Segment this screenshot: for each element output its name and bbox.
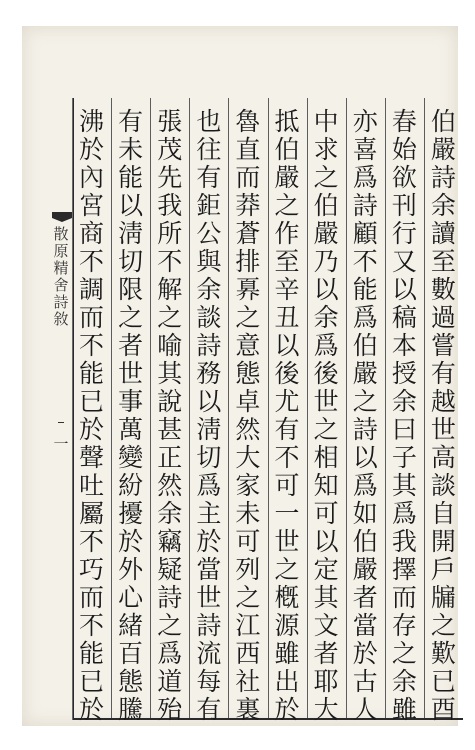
text-character: 爲 xyxy=(352,163,378,192)
text-character: 之 xyxy=(235,303,261,332)
text-character: 甚 xyxy=(157,415,183,444)
text-character: 古 xyxy=(352,667,378,696)
text-character: 不 xyxy=(79,247,105,276)
text-character: 萬 xyxy=(118,415,144,444)
text-character: 於 xyxy=(196,527,222,556)
text-character: 伯 xyxy=(352,331,378,360)
text-character: 伯 xyxy=(274,135,300,164)
text-character: 開 xyxy=(430,527,456,556)
text-character: 疑 xyxy=(157,555,183,584)
text-character: 緒 xyxy=(118,611,144,640)
text-character: 源 xyxy=(274,611,300,640)
text-character: 以 xyxy=(313,275,339,304)
text-character: 之 xyxy=(274,191,300,220)
text-character: 已 xyxy=(430,667,456,696)
text-character: 以 xyxy=(391,275,417,304)
text-character: 騰 xyxy=(118,695,144,724)
text-character: 嚴 xyxy=(430,135,456,164)
text-character: 大 xyxy=(313,695,339,724)
text-character: 列 xyxy=(235,555,261,584)
text-character: 可 xyxy=(274,471,300,500)
text-character: 談 xyxy=(196,303,222,332)
text-character: 有 xyxy=(118,107,144,136)
gutter-character: 散 xyxy=(53,225,69,243)
text-column xyxy=(386,107,422,724)
text-character: 道 xyxy=(157,667,183,696)
text-character: 家 xyxy=(235,471,261,500)
text-character: 嚴 xyxy=(274,163,300,192)
text-character: 往 xyxy=(196,135,222,164)
text-column xyxy=(230,107,266,724)
text-character: 伯 xyxy=(313,191,339,220)
text-character: 擇 xyxy=(391,555,417,584)
text-character: 後 xyxy=(274,359,300,388)
text-character: 本 xyxy=(391,331,417,360)
text-character: 戶 xyxy=(430,555,456,584)
text-character: 之 xyxy=(157,303,183,332)
text-character: 爲 xyxy=(157,639,183,668)
text-character: 定 xyxy=(313,555,339,584)
text-character: 直 xyxy=(235,135,261,164)
text-column xyxy=(113,107,149,724)
text-character: 自 xyxy=(430,499,456,528)
text-character: 然 xyxy=(157,471,183,500)
text-character: 越 xyxy=(430,387,456,416)
text-character: 茂 xyxy=(157,135,183,164)
text-character: 說 xyxy=(157,387,183,416)
text-character: 其 xyxy=(391,471,417,500)
text-character: 其 xyxy=(313,583,339,612)
text-character: 巧 xyxy=(79,555,105,584)
text-character: 行 xyxy=(391,219,417,248)
text-character: 牖 xyxy=(430,583,456,612)
text-character: 世 xyxy=(313,387,339,416)
text-character: 紛 xyxy=(118,471,144,500)
text-character: 奡 xyxy=(235,275,261,304)
text-character: 爲 xyxy=(313,331,339,360)
text-character: 裏 xyxy=(235,695,261,724)
text-character: 正 xyxy=(157,443,183,472)
text-character: 高 xyxy=(430,443,456,472)
text-character: 解 xyxy=(157,275,183,304)
text-character: 當 xyxy=(196,555,222,584)
text-character: 抵 xyxy=(274,107,300,136)
text-character: 刊 xyxy=(391,191,417,220)
text-character: 於 xyxy=(79,415,105,444)
text-character: 心 xyxy=(118,583,144,612)
text-character: 以 xyxy=(274,331,300,360)
text-column xyxy=(347,107,383,724)
text-character: 張 xyxy=(157,107,183,136)
text-character: 公 xyxy=(196,219,222,248)
gutter-character: 舍 xyxy=(53,276,69,294)
text-character: 人 xyxy=(352,695,378,724)
text-character: 之 xyxy=(430,611,456,640)
text-character: 至 xyxy=(274,247,300,276)
text-character: 文 xyxy=(313,611,339,640)
text-character: 而 xyxy=(79,303,105,332)
text-character: 所 xyxy=(157,219,183,248)
text-character: 能 xyxy=(118,163,144,192)
text-character: 余 xyxy=(391,387,417,416)
text-character: 之 xyxy=(313,163,339,192)
text-character: 余 xyxy=(313,303,339,332)
text-character: 有 xyxy=(430,359,456,388)
text-character: 之 xyxy=(235,583,261,612)
text-column xyxy=(152,107,188,724)
text-character: 余 xyxy=(196,275,222,304)
text-character: 稿 xyxy=(391,303,417,332)
text-character: 又 xyxy=(391,247,417,276)
gutter-title xyxy=(52,226,70,328)
text-character: 至 xyxy=(430,247,456,276)
text-column xyxy=(425,107,461,724)
text-character: 談 xyxy=(430,471,456,500)
text-character: 者 xyxy=(313,639,339,668)
text-character: 而 xyxy=(235,163,261,192)
text-character: 態 xyxy=(235,359,261,388)
text-character: 顧 xyxy=(352,219,378,248)
text-character: 以 xyxy=(118,191,144,220)
text-character: 擾 xyxy=(118,499,144,528)
text-character: 淸 xyxy=(196,415,222,444)
text-character: 嚴 xyxy=(352,555,378,584)
text-character: 歎 xyxy=(430,639,456,668)
text-character: 有 xyxy=(196,163,222,192)
text-character: 世 xyxy=(196,583,222,612)
gutter-character: 精 xyxy=(53,259,69,277)
text-character: 蒼 xyxy=(235,219,261,248)
text-character: 欲 xyxy=(391,163,417,192)
gutter-character: 詩 xyxy=(53,293,69,311)
text-character: 世 xyxy=(430,415,456,444)
text-character: 卓 xyxy=(235,387,261,416)
text-character: 以 xyxy=(313,527,339,556)
text-character: 事 xyxy=(118,387,144,416)
text-character: 我 xyxy=(157,191,183,220)
text-character: 能 xyxy=(79,359,105,388)
text-character: 已 xyxy=(79,387,105,416)
gutter-character: 原 xyxy=(53,242,69,260)
text-character: 淸 xyxy=(118,219,144,248)
text-character: 數 xyxy=(430,275,456,304)
text-character: 乃 xyxy=(313,247,339,276)
text-character: 耶 xyxy=(313,667,339,696)
text-character: 意 xyxy=(235,331,261,360)
text-character: 於 xyxy=(118,527,144,556)
text-character: 內 xyxy=(79,163,105,192)
text-character: 酉 xyxy=(430,695,456,724)
text-character: 屬 xyxy=(79,499,105,528)
text-character: 不 xyxy=(352,247,378,276)
text-character: 者 xyxy=(352,583,378,612)
text-character: 與 xyxy=(196,247,222,276)
text-character: 伯 xyxy=(352,527,378,556)
text-character: 爲 xyxy=(196,471,222,500)
text-character: 已 xyxy=(79,667,105,696)
text-character: 未 xyxy=(118,135,144,164)
text-character: 曰 xyxy=(391,415,417,444)
page-gutter xyxy=(50,98,73,720)
text-character: 爲 xyxy=(391,499,417,528)
text-character: 中 xyxy=(313,107,339,136)
text-character: 爲 xyxy=(352,471,378,500)
text-character: 存 xyxy=(391,611,417,640)
text-character: 之 xyxy=(352,387,378,416)
text-character: 而 xyxy=(391,583,417,612)
text-character: 有 xyxy=(274,415,300,444)
text-character: 於 xyxy=(79,695,105,724)
text-character: 余 xyxy=(430,191,456,220)
text-character: 於 xyxy=(79,135,105,164)
text-character: 社 xyxy=(235,667,261,696)
text-character: 切 xyxy=(118,247,144,276)
text-character: 態 xyxy=(118,667,144,696)
text-character: 也 xyxy=(196,107,222,136)
text-character: 嚴 xyxy=(352,359,378,388)
text-character: 嚴 xyxy=(313,219,339,248)
text-character: 丑 xyxy=(274,303,300,332)
text-character: 西 xyxy=(235,639,261,668)
text-character: 伯 xyxy=(430,107,456,136)
text-character: 余 xyxy=(157,499,183,528)
text-character: 雖 xyxy=(274,639,300,668)
text-column xyxy=(308,107,344,724)
text-column xyxy=(269,107,305,724)
text-character: 切 xyxy=(196,443,222,472)
text-character: 余 xyxy=(391,667,417,696)
text-character: 求 xyxy=(313,135,339,164)
text-character: 知 xyxy=(313,471,339,500)
text-character: 當 xyxy=(352,611,378,640)
text-character: 爲 xyxy=(352,303,378,332)
text-character: 相 xyxy=(313,443,339,472)
text-character: 主 xyxy=(196,499,222,528)
gutter-divider xyxy=(58,422,64,423)
book-page xyxy=(22,26,458,726)
text-character: 詩 xyxy=(196,611,222,640)
text-column xyxy=(74,107,110,724)
text-character: 能 xyxy=(79,639,105,668)
text-character: 之 xyxy=(313,415,339,444)
text-character: 詩 xyxy=(352,415,378,444)
text-character: 之 xyxy=(157,611,183,640)
text-character: 外 xyxy=(118,555,144,584)
text-character: 之 xyxy=(274,555,300,584)
text-character: 每 xyxy=(196,667,222,696)
text-character: 有 xyxy=(196,695,222,724)
text-character: 之 xyxy=(391,639,417,668)
text-character: 莽 xyxy=(235,191,261,220)
text-character: 不 xyxy=(79,527,105,556)
text-character: 作 xyxy=(274,219,300,248)
text-character: 宮 xyxy=(79,191,105,220)
text-character: 沸 xyxy=(79,107,105,136)
text-character: 之 xyxy=(118,303,144,332)
text-character: 變 xyxy=(118,443,144,472)
text-character: 流 xyxy=(196,639,222,668)
text-character: 槪 xyxy=(274,583,300,612)
text-character: 如 xyxy=(352,499,378,528)
text-character: 尤 xyxy=(274,387,300,416)
text-character: 鉅 xyxy=(196,191,222,220)
text-character: 辛 xyxy=(274,275,300,304)
text-character: 可 xyxy=(313,499,339,528)
text-character: 竊 xyxy=(157,527,183,556)
text-character: 先 xyxy=(157,163,183,192)
text-character: 以 xyxy=(196,387,222,416)
text-character: 不 xyxy=(274,443,300,472)
text-character: 後 xyxy=(313,359,339,388)
text-character: 吐 xyxy=(79,471,105,500)
text-character: 然 xyxy=(235,415,261,444)
text-character: 讀 xyxy=(430,219,456,248)
text-character: 魯 xyxy=(235,107,261,136)
text-character: 於 xyxy=(274,695,300,724)
text-column xyxy=(191,107,227,724)
gutter-character: 一 xyxy=(53,435,69,453)
text-character: 嘗 xyxy=(430,331,456,360)
text-character: 不 xyxy=(79,611,105,640)
text-character: 喜 xyxy=(352,135,378,164)
text-character: 始 xyxy=(391,135,417,164)
text-character: 喻 xyxy=(157,331,183,360)
gutter-character: 敘 xyxy=(53,310,69,328)
text-character: 以 xyxy=(352,443,378,472)
text-character: 百 xyxy=(118,639,144,668)
text-character: 務 xyxy=(196,359,222,388)
text-character: 春 xyxy=(391,107,417,136)
text-character: 排 xyxy=(235,247,261,276)
text-character: 商 xyxy=(79,219,105,248)
text-character: 授 xyxy=(391,359,417,388)
text-character: 者 xyxy=(118,331,144,360)
text-character: 子 xyxy=(391,443,417,472)
text-character: 詩 xyxy=(157,583,183,612)
text-character: 未 xyxy=(235,499,261,528)
text-character: 殆 xyxy=(157,695,183,724)
text-character: 詩 xyxy=(352,191,378,220)
text-character: 不 xyxy=(157,247,183,276)
fish-tail-mark-icon xyxy=(52,212,72,222)
text-character: 不 xyxy=(79,331,105,360)
text-character: 過 xyxy=(430,303,456,332)
text-character: 大 xyxy=(235,443,261,472)
text-character: 一 xyxy=(274,499,300,528)
text-character: 雖 xyxy=(391,695,417,724)
text-character: 聲 xyxy=(79,443,105,472)
text-character: 出 xyxy=(274,667,300,696)
text-character: 世 xyxy=(274,527,300,556)
text-character: 詩 xyxy=(196,331,222,360)
text-character: 世 xyxy=(118,359,144,388)
text-character: 限 xyxy=(118,275,144,304)
text-character: 詩 xyxy=(430,163,456,192)
text-character: 而 xyxy=(79,583,105,612)
text-character: 於 xyxy=(352,639,378,668)
text-character: 我 xyxy=(391,527,417,556)
text-character: 調 xyxy=(79,275,105,304)
gutter-page-number xyxy=(52,436,70,453)
text-character: 亦 xyxy=(352,107,378,136)
text-character: 江 xyxy=(235,611,261,640)
text-character: 可 xyxy=(235,527,261,556)
text-character: 能 xyxy=(352,275,378,304)
text-character: 其 xyxy=(157,359,183,388)
